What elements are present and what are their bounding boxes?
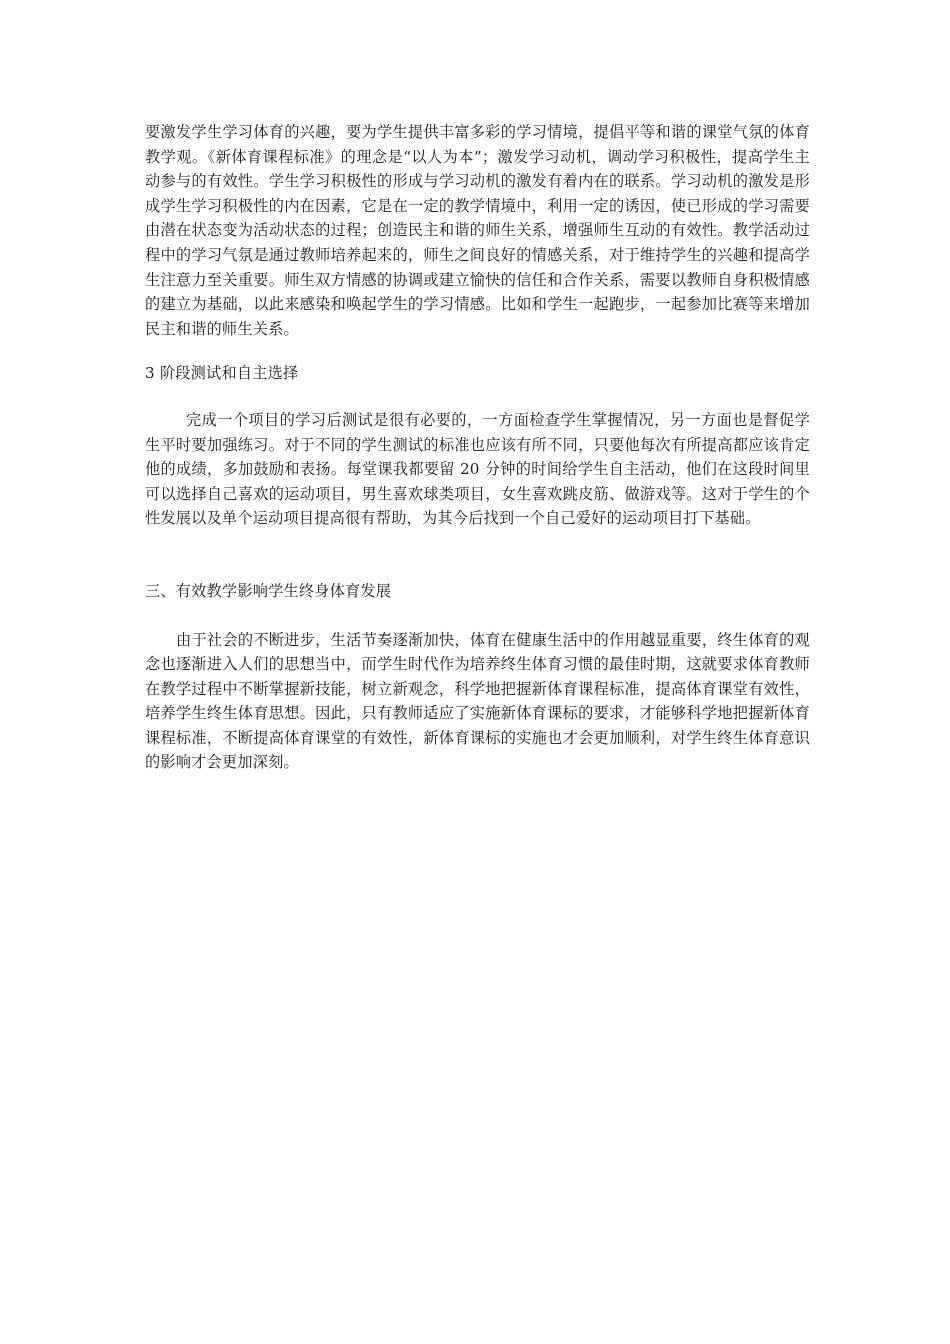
subheading-stage-testing: 3 阶段测试和自主选择 — [145, 364, 299, 383]
document-page — [145, 120, 810, 775]
body-paragraph-motivation: 要激发学生学习体育的兴趣，要为学生提供丰富多彩的学习情境，提倡平等和谐的课堂气氛的体育教学观。《新体育课程标准》的理念是“以人为本”；激发学习动机，调动学习积极性，提高学生主动参与的有效性。学生学习积极性的形成与学习动机的激发有着内在的联系。学习动机的激发是形成学生学习积极性的内在因素，它是在一定的教学情境中，利用一定的诱因，使已形成的学习需要由潜在状态变为活动状态的过程；创造民主和谐的师生关系，增强师生互动的有效性。教学活动过程中的学习气氛是通过教师培养起来的，师生之间良好的情感关系，对于维持学生的兴趣和提高学生注意力至关重要。师生双方情感的协调或建立愉快的信任和合作关系，需要以教师自身积极情感的建立为基础，以此来感染和唤起学生的学习情感。比如和学生一起跑步，一起参加比赛等来增加民主和谐的师生关系。 — [145, 123, 810, 338]
body-paragraph-testing: 完成一个项目的学习后测试是很有必要的，一方面检查学生掌握情况，另一方面也是督促学生平时要加强练习。对于不同的学生测试的标准也应该有所不同，只要他每次有所提高都应该肯定他的成绩，多加鼓励和表扬。每堂课我都要留 20 分钟的时间给学生自主活动，他们在这段时间里可以选择自己喜欢的运动项目，男生喜欢球类项目，女生喜欢跳皮筋、做游戏等。这对于学生的个性发展以及单个运动项目提高很有帮助，为其今后找到一个自己爱好的运动项目打下基础。 — [145, 410, 810, 528]
body-paragraph-lifelong: 由于社会的不断进步，生活节奏逐渐加快，体育在健康生活中的作用越显重要，终生体育的观念也逐渐进入人们的思想当中，而学生时代作为培养终生体育习惯的最佳时期，这就要求体育教师在教学过程中不断掌握新技能，树立新观念，科学地把握新体育课程标准，提高体育课堂有效性，培养学生终生体育思想。因此，只有教师适应了实施新体育课标的要求，才能够科学地把握新体育课程标准，不断提高体育课堂的有效性，新体育课标的实施也才会更加顺利，对学生终生体育意识的影响才会更加深刻。 — [145, 630, 810, 772]
section-heading-lifelong-sports: 三、有效教学影响学生终身体育发展 — [145, 581, 392, 600]
